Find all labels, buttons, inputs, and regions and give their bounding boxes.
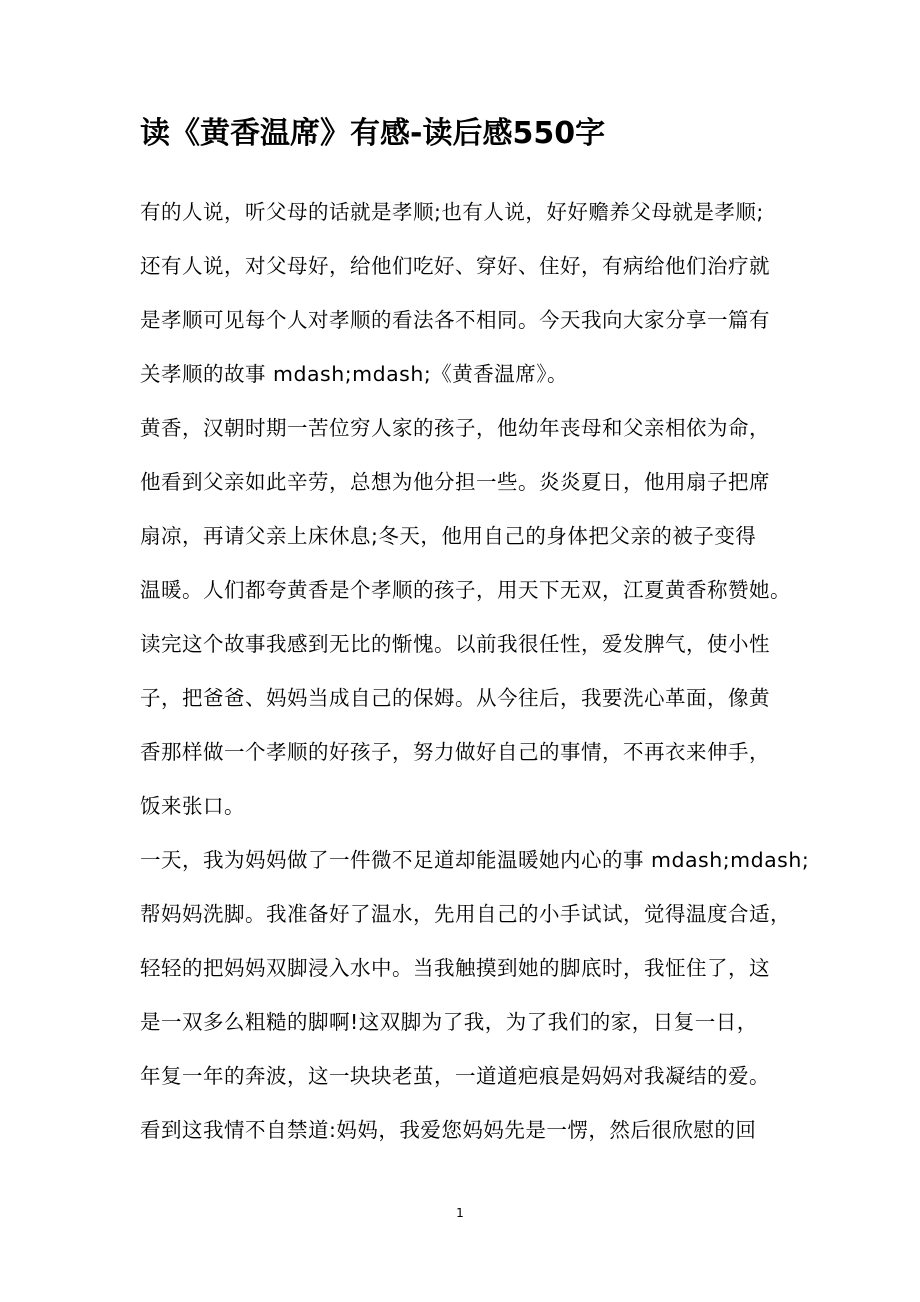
text-line: 是一双多么粗糙的脚啊!这双脚为了我，为了我们的家，日复一日， — [140, 1010, 758, 1034]
text-line: 关孝顺的故事 mdash;mdash;《黄香温席》。 — [140, 362, 569, 386]
text-line: 有的人说，听父母的话就是孝顺;也有人说，好好赡养父母就是孝顺; — [140, 200, 764, 224]
text-line: 黄香，汉朝时期一苦位穷人家的孩子，他幼年丧母和父亲相依为命， — [140, 416, 770, 440]
text-line: 还有人说，对父母好，给他们吃好、穿好、住好，有病给他们治疗就 — [140, 254, 770, 278]
text-line: 饭来张口。 — [140, 794, 245, 818]
text-line: 扇凉，再请父亲上床休息;冬天，他用自己的身体把父亲的被子变得 — [140, 524, 757, 548]
text-line: 香那样做一个孝顺的好孩子，努力做好自己的事情，不再衣来伸手， — [140, 740, 770, 764]
text-line: 读完这个故事我感到无比的惭愧。以前我很任性，爱发脾气，使小性 — [140, 632, 770, 656]
text-line: 帮妈妈洗脚。我准备好了温水，先用自己的小手试试，觉得温度合适， — [140, 902, 791, 926]
text-line: 看到这我情不自禁道:妈妈，我爱您妈妈先是一愣，然后很欣慰的回 — [140, 1118, 757, 1142]
body-text — [140, 188, 810, 1160]
text-line: 年复一年的奔波，这一块块老茧，一道道疤痕是妈妈对我凝结的爱。 — [140, 1064, 770, 1088]
text-line: 是孝顺可见每个人对孝顺的看法各不相同。今天我向大家分享一篇有 — [140, 308, 770, 332]
text-line: 轻轻的把妈妈双脚浸入水中。当我触摸到她的脚底时，我怔住了，这 — [140, 956, 770, 980]
text-line: 温暖。人们都夸黄香是个孝顺的孩子，用天下无双，江夏黄香称赞她。 — [140, 578, 791, 602]
page-title: 读《黄香温席》有感-读后感550字 — [140, 116, 606, 151]
page-number: 1 — [456, 1206, 464, 1220]
text-line: 他看到父亲如此辛劳，总想为他分担一些。炎炎夏日，他用扇子把席 — [140, 470, 770, 494]
text-line: 一天，我为妈妈做了一件微不足道却能温暖她内心的事 mdash;mdash; — [140, 848, 810, 872]
text-line: 子，把爸爸、妈妈当成自己的保姆。从今往后，我要洗心革面，像黄 — [140, 686, 770, 710]
